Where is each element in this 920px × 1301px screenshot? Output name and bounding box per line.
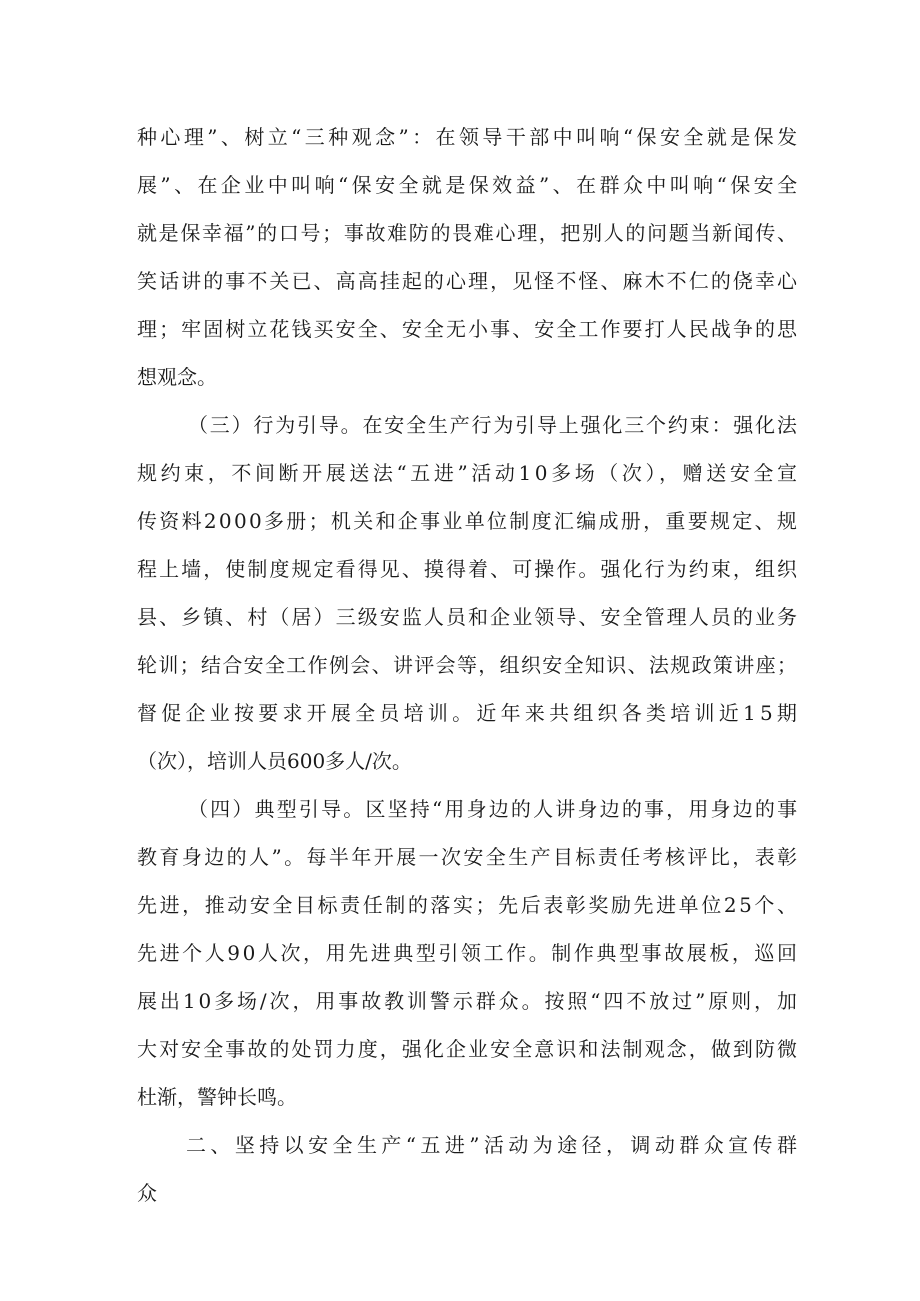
text-line: 县、乡镇、村（居）三级安监人员和企业领导、安全管理人员的业务	[137, 605, 800, 629]
text-line: 先进，推动安全目标责任制的落实；先后表彰奖励先进单位25个、	[137, 893, 800, 917]
text-line: 众	[137, 1181, 157, 1205]
text-line: 种心理”、树立“三种观念”：在领导干部中叫响“保安全就是保发	[137, 125, 801, 149]
text-line: 大对安全事故的处罚力度，强化企业安全意识和法制观念，做到防微	[137, 1037, 800, 1061]
text-line: 就是保幸福”的口号；事故难防的畏难心理，把别人的问题当新闻传、	[137, 221, 799, 245]
text-line: 传资料2000多册；机关和企事业单位制度汇编成册，重要规定、规	[137, 509, 800, 533]
text-line: 程上墙，使制度规定看得见、摸得着、可操作。强化行为约束，组织	[137, 557, 800, 581]
text-line: 展出10多场/次，用事故教训警示群众。按照“四不放过”原则，加	[137, 989, 800, 1013]
text-line: （次），培训人员600多人/次。	[137, 749, 412, 773]
text-line: 督促企业按要求开展全员培训。近年来共组织各类培训近15期	[137, 701, 802, 725]
text-line: 杜渐，警钟长鸣。	[137, 1085, 297, 1109]
text-line: 规约束，不间断开展送法“五进”活动10多场（次），赠送安全宣	[137, 461, 801, 485]
text-line: 教育身边的人”。每半年开展一次安全生产目标责任考核评比，表彰	[137, 845, 800, 869]
text-line: 笑话讲的事不关已、高高挂起的心理，见怪不怪、麻木不仁的侥幸心	[137, 269, 800, 293]
text-line: （四）典型引导。区坚持“用身边的人讲身边的事，用身边的事	[188, 797, 800, 821]
text-line: 展”、在企业中叫响“保安全就是保效益”、在群众中叫响“保安全	[137, 173, 801, 197]
text-line: 轮训；结合安全工作例会、讲评会等，组织安全知识、法规政策讲座；	[137, 653, 799, 677]
text-line: （三）行为引导。在安全生产行为引导上强化三个约束：强化法	[188, 413, 799, 437]
text-line: 先进个人90人次，用先进典型引领工作。制作典型事故展板，巡回	[137, 941, 800, 965]
text-line: 想观念。	[137, 365, 217, 389]
text-line: 理；牢固树立花钱买安全、安全无小事、安全工作要打人民战争的思	[137, 317, 800, 341]
text-line: 二、坚持以安全生产“五进”活动为途径，调动群众宣传群	[186, 1133, 802, 1157]
